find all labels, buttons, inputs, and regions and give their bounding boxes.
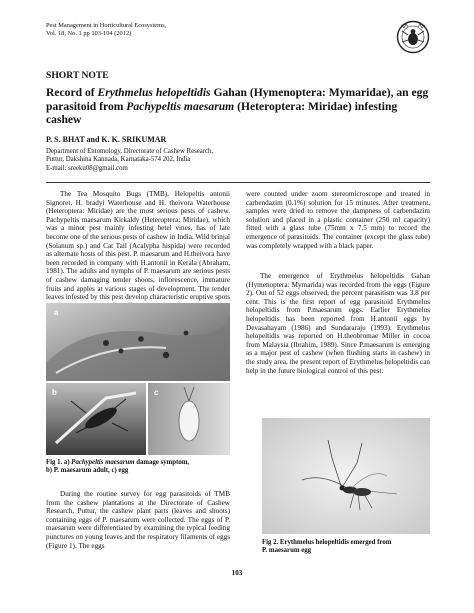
body-paragraph-3: were counted under zoom stereomicroscope and treated in carbendazim (0.1%) solution for 15 minutes. After treatment, samples were dried to remove the dampness of carbendazim solution and placed in a plastic container (250 ml capacity) fitted with a glass tube (75mm x 7.5 mm) to record the emergence of parasitoids. The container (except the glass tube) was completely wrapped with a black paper. <box>246 190 430 250</box>
divider <box>46 182 430 183</box>
figure-2-image <box>262 418 430 534</box>
body-paragraph-1: The Tea Mosquito Bugs (TMB), Helopeltis antonii Signoret, H. bradyi Waterhouse and H. theivora Waterhouse (Heteroptera: Miridae) are the most serious pests of cashew. Pachypeltis maesarum Kirkaldy (Heteroptera: Miridae), which was a minor pest mainly infesting betel vines, has of late become one of the serious pests of cashew in India. Wild brinjal (Solanum sp.) and Cat Tail (Acalypha hispida) were recorded as alternate hosts of this pest. P. maesarum and H.theivora have been recorded in company with H.antonii in Kerala (Abraham, 1981). The adults and nymphs of P. maesarum are serious pests of cashew damaging tender shoots, inflorescence, immature fruits and apples at various stages of development. The tender leaves infested by this pest develop characteristic eruptive spots <box>46 190 231 302</box>
figure-1-image <box>46 303 230 455</box>
figure-1-label-a: a <box>54 308 59 317</box>
body-paragraph-4: The emergence of Erythmelus helopeltidis Gahan (Hymenoptera: Mymarida) was recorded from the eggs (Figure 2). Out of 52 eggs observed, the percent parasitism was 3.8 per cent. This is the first report of egg parasitoid Erythmelus helopeltidis from P.maesarum eggs. Earlier Erythmelus helopeltidis has been reported from H.antonii eggs by Devasahayam (1986) and Sundararaju (1993). Erythmelus helopeltidis was reported on H.theobromae Miller in cocoa from Malaysia (Ibrahim, 1989). Since P.maesarum is emerging as a major pest of cashew (when flushing starts in cashew) in the study area, the present report of Erythmelus helopeltidis can help in the future biological control of this pest. <box>246 272 430 375</box>
figure-1-label-c: c <box>154 388 159 397</box>
page-number: 103 <box>231 569 243 577</box>
affiliation: Department of Entomology, Directorate of Cashew Research, Puttur, Dakshina Kannada, Karnataka-574 202, India E-mail: sreeku08@gmail.com <box>46 148 430 173</box>
authors: P. S. BHAT and K. K. SRIKUMAR <box>46 135 167 144</box>
figure-1-label-b: b <box>52 388 57 397</box>
email-link[interactable]: E-mail: sreeku08@gmail.com <box>46 164 128 172</box>
title-species-2: Pachypeltis maesarum <box>126 99 235 113</box>
journal-volume: Vol. 18, No. 1 pp 103-104 (2012) <box>46 30 132 37</box>
title-species-1: Erythmelus helopeltidis <box>97 86 211 99</box>
journal-name: Pest Management in Horticultural Ecosystems, <box>46 22 167 29</box>
body-paragraph-2: During the routine survey for egg parasitoids of TMB from the cashew plantations at the Directorate of Cashew Research, Puttur, the cashew plant parts (leaves and shoots) containing eggs of P. maesarum were collected. The eggs of P. maesarum were differentiated by examining the typical feeding punctures on young leaves and the respiratory filaments of eggs (Figure 1). The eggs <box>46 490 230 550</box>
article-title: Record of Erythmelus helopeltidis Gahan (Hymenoptera: Mymaridae), an egg parasitoid from Pachypeltis maesarum (Heteroptera: Miridae) infesting cashew <box>46 86 429 126</box>
figure-2-caption: Fig 2. Erythmelus helopeltidis emerged from P. maesarum egg <box>262 539 392 555</box>
society-logo <box>396 20 430 54</box>
figure-1-caption: Fig 1. a) Pachypeltis maesarum damage symptom, b) P. maesarum adult, c) egg <box>46 459 190 475</box>
section-label: SHORT NOTE <box>46 70 109 81</box>
journal-header <box>46 22 306 38</box>
